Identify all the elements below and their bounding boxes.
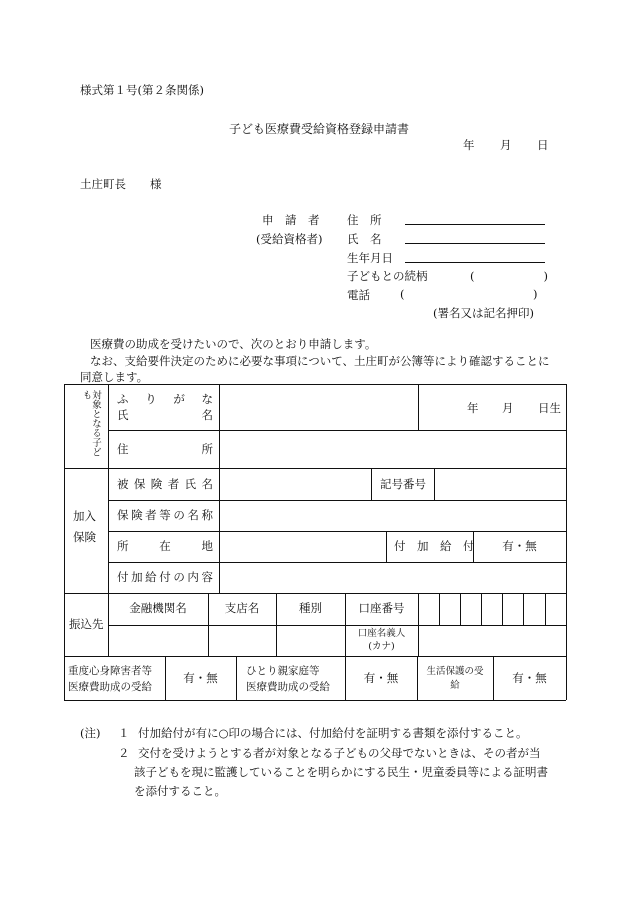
table-line (418, 593, 419, 656)
applicant-label: 申 請 者 (262, 213, 320, 227)
table-border-right (566, 384, 567, 700)
insurer-name-label: 保険者等の名称 (117, 508, 213, 522)
insured-name-field[interactable] (221, 470, 369, 499)
date-day-label: 日 (537, 138, 549, 152)
applicant-address-line[interactable] (405, 224, 545, 225)
child-address-label: 住 所 (117, 442, 213, 456)
note-2-line-2: 該子どもを現に監護していることを明らかにする民生・児童委員等による証明書 (134, 765, 548, 779)
signature-note: (署名又は記名押印) (433, 306, 534, 320)
welfare-label-2: 給 (450, 680, 460, 691)
supplement-content-label: 付加給付の内容 (117, 570, 213, 584)
account-type-label: 種別 (299, 601, 322, 615)
disability-value[interactable]: 有・無 (183, 671, 218, 685)
branch-label: 支店名 (224, 601, 260, 615)
table-line (417, 656, 418, 700)
addressee-name: 土庄町長 (80, 177, 126, 191)
single-parent-label-2: 医療費助成の受給 (246, 681, 330, 693)
supplement-value[interactable]: 有・無 (502, 539, 537, 553)
location-field[interactable] (221, 533, 384, 561)
table-line (219, 384, 220, 468)
table-line (108, 562, 566, 563)
welfare-value[interactable]: 有・無 (512, 671, 547, 685)
table-line (236, 656, 237, 700)
supplement-content-field[interactable] (221, 564, 565, 592)
applicant-phone-open: ( (400, 287, 405, 301)
table-line (64, 656, 566, 657)
child-name-field[interactable] (221, 386, 417, 429)
table-border-top (64, 384, 566, 385)
bank-label: 金融機関名 (129, 601, 187, 615)
account-number-field[interactable] (420, 595, 565, 624)
applicant-birth-line[interactable] (405, 262, 545, 263)
table-line (219, 468, 220, 593)
table-line (418, 384, 419, 430)
note-1-number: １ (118, 726, 130, 740)
intro-line-1: 医療費の助成を受けたいので、次のとおり申請します。 (90, 337, 377, 351)
account-holder-field[interactable] (420, 627, 565, 655)
child-birth-month-label: 月 (502, 401, 514, 415)
symbol-number-label: 記号番号 (380, 477, 426, 491)
table-border-bottom (64, 700, 566, 701)
applicant-name-label: 氏 名 (347, 232, 382, 246)
account-number-label: 口座番号 (358, 601, 405, 615)
applicant-address-label: 住 所 (347, 213, 382, 227)
table-line (108, 625, 566, 626)
child-header: 対象となる子ども (80, 390, 101, 457)
intro-line-3: 同意します。 (80, 370, 149, 384)
table-line (386, 531, 387, 562)
child-address-field[interactable] (221, 432, 565, 467)
bank-field[interactable] (110, 627, 206, 655)
table-line (108, 500, 566, 501)
table-line (434, 468, 435, 500)
table-line (108, 430, 566, 431)
transfer-header: 振込先 (69, 617, 104, 631)
form-number: 様式第１号(第２条関係) (80, 83, 204, 97)
single-parent-label-1: ひとり親家庭等 (246, 665, 320, 677)
account-holder-label-2: (カナ) (368, 641, 395, 652)
applicant-phone-close: ) (533, 287, 538, 301)
welfare-label-1: 生活保護の受 (426, 666, 484, 677)
table-line (64, 468, 566, 469)
child-birth-day-label: 日生 (538, 401, 561, 415)
insured-name-label: 被保険者氏名 (117, 477, 213, 491)
note-2-number: ２ (118, 746, 130, 760)
applicant-relation-label: 子どもとの続柄 (347, 269, 428, 283)
symbol-number-field[interactable] (436, 470, 564, 499)
notes-label: (注) (80, 726, 101, 740)
applicant-relation-paren[interactable]: ( ) (470, 269, 548, 283)
applicant-sub-label: (受給資格者) (256, 232, 323, 246)
furigana-label: ふ り が な (117, 392, 213, 406)
insurer-name-field[interactable] (221, 502, 565, 530)
addressee-honorific: 様 (150, 177, 162, 191)
insurance-header-1: 加入 (73, 509, 96, 523)
child-birth-year-label: 年 (467, 401, 479, 415)
disability-label-1: 重度心身障害者等 (68, 665, 152, 677)
single-parent-value[interactable]: 有・無 (363, 671, 399, 685)
child-name-label: 氏 名 (117, 408, 213, 422)
date-year-label: 年 (463, 138, 475, 152)
date-month-label: 月 (500, 138, 512, 152)
disability-label-2: 医療費助成の受給 (68, 681, 152, 693)
table-line (371, 468, 372, 500)
account-type-field[interactable] (278, 627, 343, 655)
location-label: 所 在 地 (117, 539, 213, 553)
note-2-line-3: を添付すること。 (134, 784, 226, 798)
branch-field[interactable] (210, 627, 274, 655)
intro-line-2: なお、支給要件決定のために必要な事項について、土庄町が公簿等により確認することに (90, 354, 550, 368)
applicant-phone-label: 電話 (347, 288, 370, 302)
applicant-name-line[interactable] (405, 243, 545, 244)
table-line (108, 531, 566, 532)
table-line (64, 593, 566, 594)
note-1-text: 付加給付が有に○印の場合には、付加給付を証明する書類を添付すること。 (138, 726, 528, 740)
insurance-header-2: 保険 (73, 530, 96, 544)
supplement-label: 付 加 給 付 (394, 539, 475, 553)
note-2-line-1: 交付を受けようとする者が対象となる子どもの父母でないときは、その者が当 (138, 746, 541, 760)
applicant-birth-label: 生年月日 (347, 251, 393, 265)
account-holder-label-1: 口座名義人 (357, 628, 406, 639)
table-border-left (64, 384, 65, 700)
form-title: 子ども医療費受給資格登録申請書 (229, 122, 410, 136)
